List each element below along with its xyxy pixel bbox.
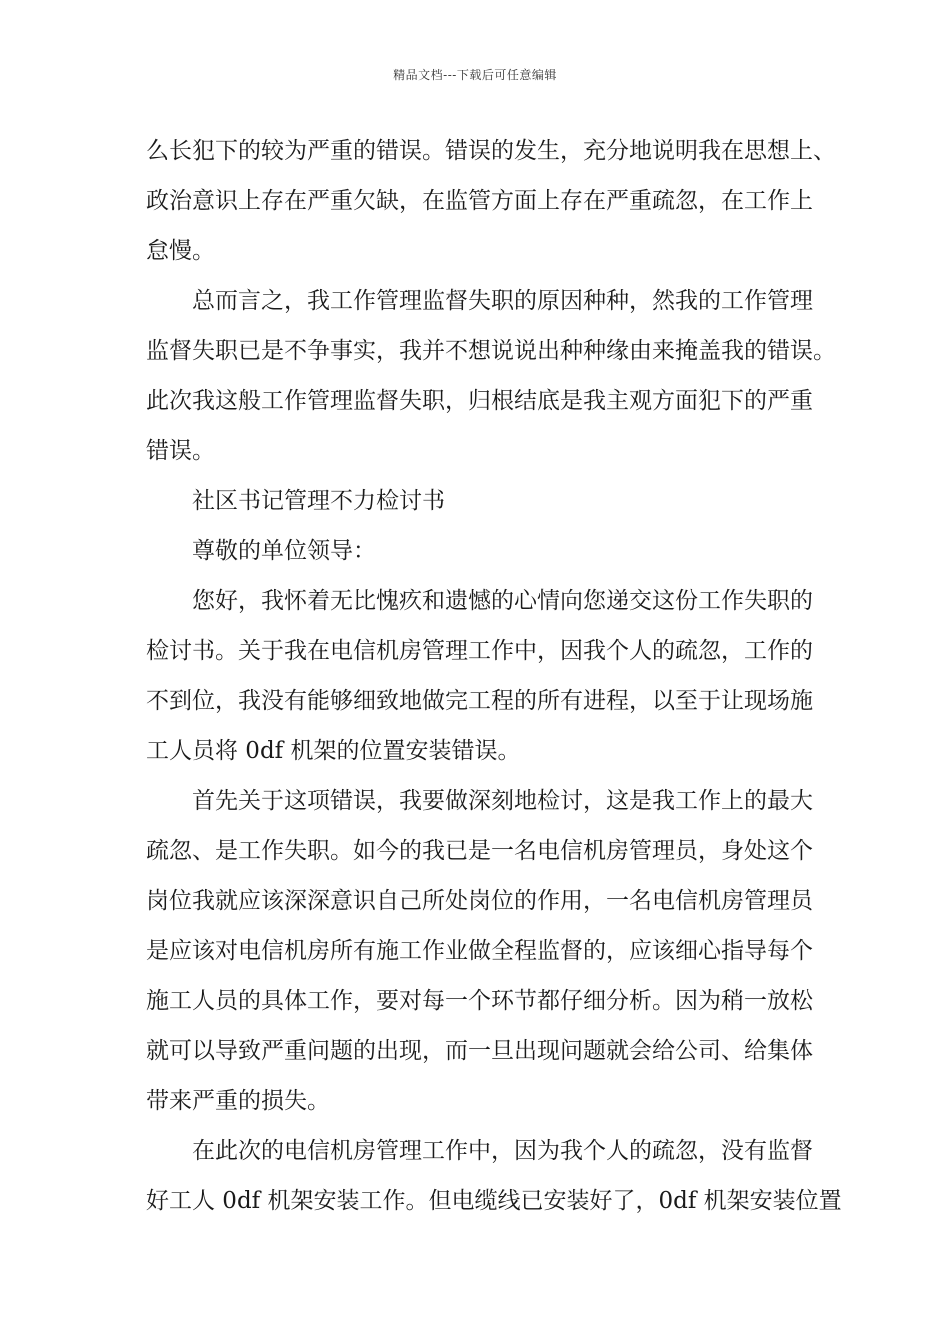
text-line: 在此次的电信机房管理工作中，因为我个人的疏忽，没有监督 xyxy=(192,1138,813,1164)
document-body xyxy=(146,126,842,1226)
text-line: 错误。 xyxy=(146,438,215,464)
page-header: 精品文档---下载后可任意编辑 xyxy=(393,68,557,82)
text-line: 是应该对电信机房所有施工作业做全程监督的，应该细心指导每个 xyxy=(146,938,813,964)
text-line: 工人员将 0df 机架的位置安装错误。 xyxy=(146,738,521,764)
text-line: 首先关于这项错误，我要做深刻地检讨，这是我工作上的最大 xyxy=(192,788,813,814)
text-line: 好工人 0df 机架安装工作。但电缆线已安装好了，0df 机架安装位置 xyxy=(146,1188,842,1214)
text-line: 就可以导致严重问题的出现，而一旦出现问题就会给公司、给集体 xyxy=(146,1038,813,1064)
section-title: 社区书记管理不力检讨书 xyxy=(192,488,445,514)
text-line: 不到位，我没有能够细致地做完工程的所有进程，以至于让现场施 xyxy=(146,688,813,714)
text-line: 监督失职已是不争事实，我并不想说说出种种缘由来掩盖我的错误。 xyxy=(146,338,836,364)
text-line: 总而言之，我工作管理监督失职的原因种种，然我的工作管理 xyxy=(192,288,813,314)
text-line: 检讨书。关于我在电信机房管理工作中，因我个人的疏忽，工作的 xyxy=(146,638,813,664)
text-line: 岗位我就应该深深意识自己所处岗位的作用，一名电信机房管理员 xyxy=(146,888,813,914)
text-line: 带来严重的损失。 xyxy=(146,1088,330,1114)
text-line: 疏忽、是工作失职。如今的我已是一名电信机房管理员，身处这个 xyxy=(146,838,813,864)
text-line: 施工人员的具体工作，要对每一个环节都仔细分析。因为稍一放松 xyxy=(146,988,813,1014)
salutation: 尊敬的单位领导： xyxy=(192,538,376,564)
text-line: 政治意识上存在严重欠缺，在监管方面上存在严重疏忽，在工作上 xyxy=(146,188,813,214)
text-line: 您好，我怀着无比愧疚和遗憾的心情向您递交这份工作失职的 xyxy=(192,588,813,614)
text-line: 怠慢。 xyxy=(146,238,215,264)
text-line: 此次我这般工作管理监督失职，归根结底是我主观方面犯下的严重 xyxy=(146,388,813,414)
text-line: 么长犯下的较为严重的错误。错误的发生，充分地说明我在思想上、 xyxy=(146,138,836,164)
